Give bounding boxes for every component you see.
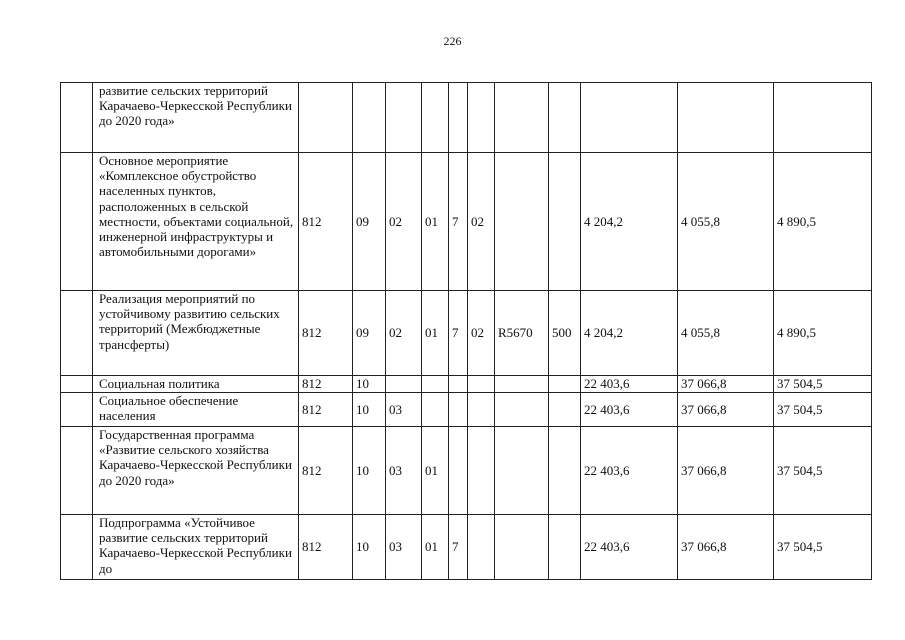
ministry-code: 812 (299, 393, 353, 427)
index-cell (61, 153, 93, 291)
ministry-code: 812 (299, 153, 353, 291)
index-cell (61, 291, 93, 376)
expense-type-code (549, 153, 581, 291)
subsection-code: 03 (386, 427, 422, 515)
amount-year-3: 37 504,5 (774, 393, 872, 427)
expense-type-code (549, 515, 581, 580)
direction-code (495, 393, 549, 427)
direction-code (495, 153, 549, 291)
amount-year-2 (678, 83, 774, 153)
subsection-code (386, 376, 422, 393)
section-code: 09 (353, 291, 386, 376)
item-name: Подпрограмма «Устойчивое развитие сельских территорий Карачаево-Черкесской Республики до (93, 515, 299, 580)
index-cell (61, 427, 93, 515)
table-row (61, 83, 872, 153)
direction-code (495, 83, 549, 153)
program-code: 01 (422, 427, 449, 515)
table-row (61, 515, 872, 580)
expense-type-code (549, 427, 581, 515)
ministry-code: 812 (299, 376, 353, 393)
amount-year-1: 22 403,6 (581, 376, 678, 393)
ministry-code: 812 (299, 427, 353, 515)
amount-year-3 (774, 83, 872, 153)
budget-table (60, 82, 872, 580)
section-code: 10 (353, 515, 386, 580)
amount-year-1: 4 204,2 (581, 291, 678, 376)
expense-type-code (549, 376, 581, 393)
amount-year-2: 37 066,8 (678, 393, 774, 427)
subsection-code: 02 (386, 291, 422, 376)
amount-year-1: 4 204,2 (581, 153, 678, 291)
subprogram-code (449, 393, 468, 427)
table-row (61, 291, 872, 376)
index-cell (61, 515, 93, 580)
amount-year-2: 37 066,8 (678, 427, 774, 515)
item-name: Государственная программа «Развитие сельского хозяйства Карачаево-Черкесской Республики до 2020 года» (93, 427, 299, 515)
section-code: 10 (353, 393, 386, 427)
event-code (468, 427, 495, 515)
direction-code (495, 376, 549, 393)
section-code: 10 (353, 376, 386, 393)
table-row (61, 376, 872, 393)
item-name: Социальное обеспечение населения (93, 393, 299, 427)
subprogram-code (449, 427, 468, 515)
item-name: развитие сельских территорий Карачаево-Черкесской Республики до 2020 года» (93, 83, 299, 153)
amount-year-3: 37 504,5 (774, 427, 872, 515)
page-number: 226 (443, 34, 462, 48)
index-cell (61, 393, 93, 427)
expense-type-code (549, 83, 581, 153)
event-code: 02 (468, 153, 495, 291)
subprogram-code: 7 (449, 153, 468, 291)
event-code (468, 83, 495, 153)
direction-code (495, 427, 549, 515)
program-code: 01 (422, 515, 449, 580)
table-row (61, 393, 872, 427)
table-row (61, 427, 872, 515)
amount-year-1: 22 403,6 (581, 427, 678, 515)
subprogram-code: 7 (449, 515, 468, 580)
table-row (61, 153, 872, 291)
ministry-code: 812 (299, 291, 353, 376)
ministry-code: 812 (299, 515, 353, 580)
amount-year-3: 4 890,5 (774, 291, 872, 376)
amount-year-2: 4 055,8 (678, 291, 774, 376)
subsection-code: 02 (386, 153, 422, 291)
subsection-code (386, 83, 422, 153)
amount-year-1: 22 403,6 (581, 515, 678, 580)
item-name: Основное мероприятие «Комплексное обустройство населенных пунктов, расположенных в сельской местности, объектами социальной, инженерной инфраструктуры и автомобильными дорогами» (93, 153, 299, 291)
event-code (468, 515, 495, 580)
amount-year-3: 37 504,5 (774, 515, 872, 580)
item-name: Социальная политика (93, 376, 299, 393)
index-cell (61, 376, 93, 393)
program-code (422, 83, 449, 153)
amount-year-3: 4 890,5 (774, 153, 872, 291)
expense-type-code: 500 (549, 291, 581, 376)
program-code: 01 (422, 291, 449, 376)
item-name: Реализация мероприятий по устойчивому развитию сельских территорий (Межбюджетные трансферты) (93, 291, 299, 376)
section-code: 10 (353, 427, 386, 515)
subprogram-code (449, 376, 468, 393)
program-code (422, 376, 449, 393)
subprogram-code: 7 (449, 291, 468, 376)
direction-code: R5670 (495, 291, 549, 376)
amount-year-2: 4 055,8 (678, 153, 774, 291)
amount-year-3: 37 504,5 (774, 376, 872, 393)
event-code (468, 376, 495, 393)
event-code (468, 393, 495, 427)
index-cell (61, 83, 93, 153)
program-code (422, 393, 449, 427)
section-code: 09 (353, 153, 386, 291)
amount-year-2: 37 066,8 (678, 515, 774, 580)
direction-code (495, 515, 549, 580)
subsection-code: 03 (386, 515, 422, 580)
subprogram-code (449, 83, 468, 153)
amount-year-1 (581, 83, 678, 153)
expense-type-code (549, 393, 581, 427)
amount-year-2: 37 066,8 (678, 376, 774, 393)
program-code: 01 (422, 153, 449, 291)
ministry-code (299, 83, 353, 153)
section-code (353, 83, 386, 153)
event-code: 02 (468, 291, 495, 376)
amount-year-1: 22 403,6 (581, 393, 678, 427)
subsection-code: 03 (386, 393, 422, 427)
